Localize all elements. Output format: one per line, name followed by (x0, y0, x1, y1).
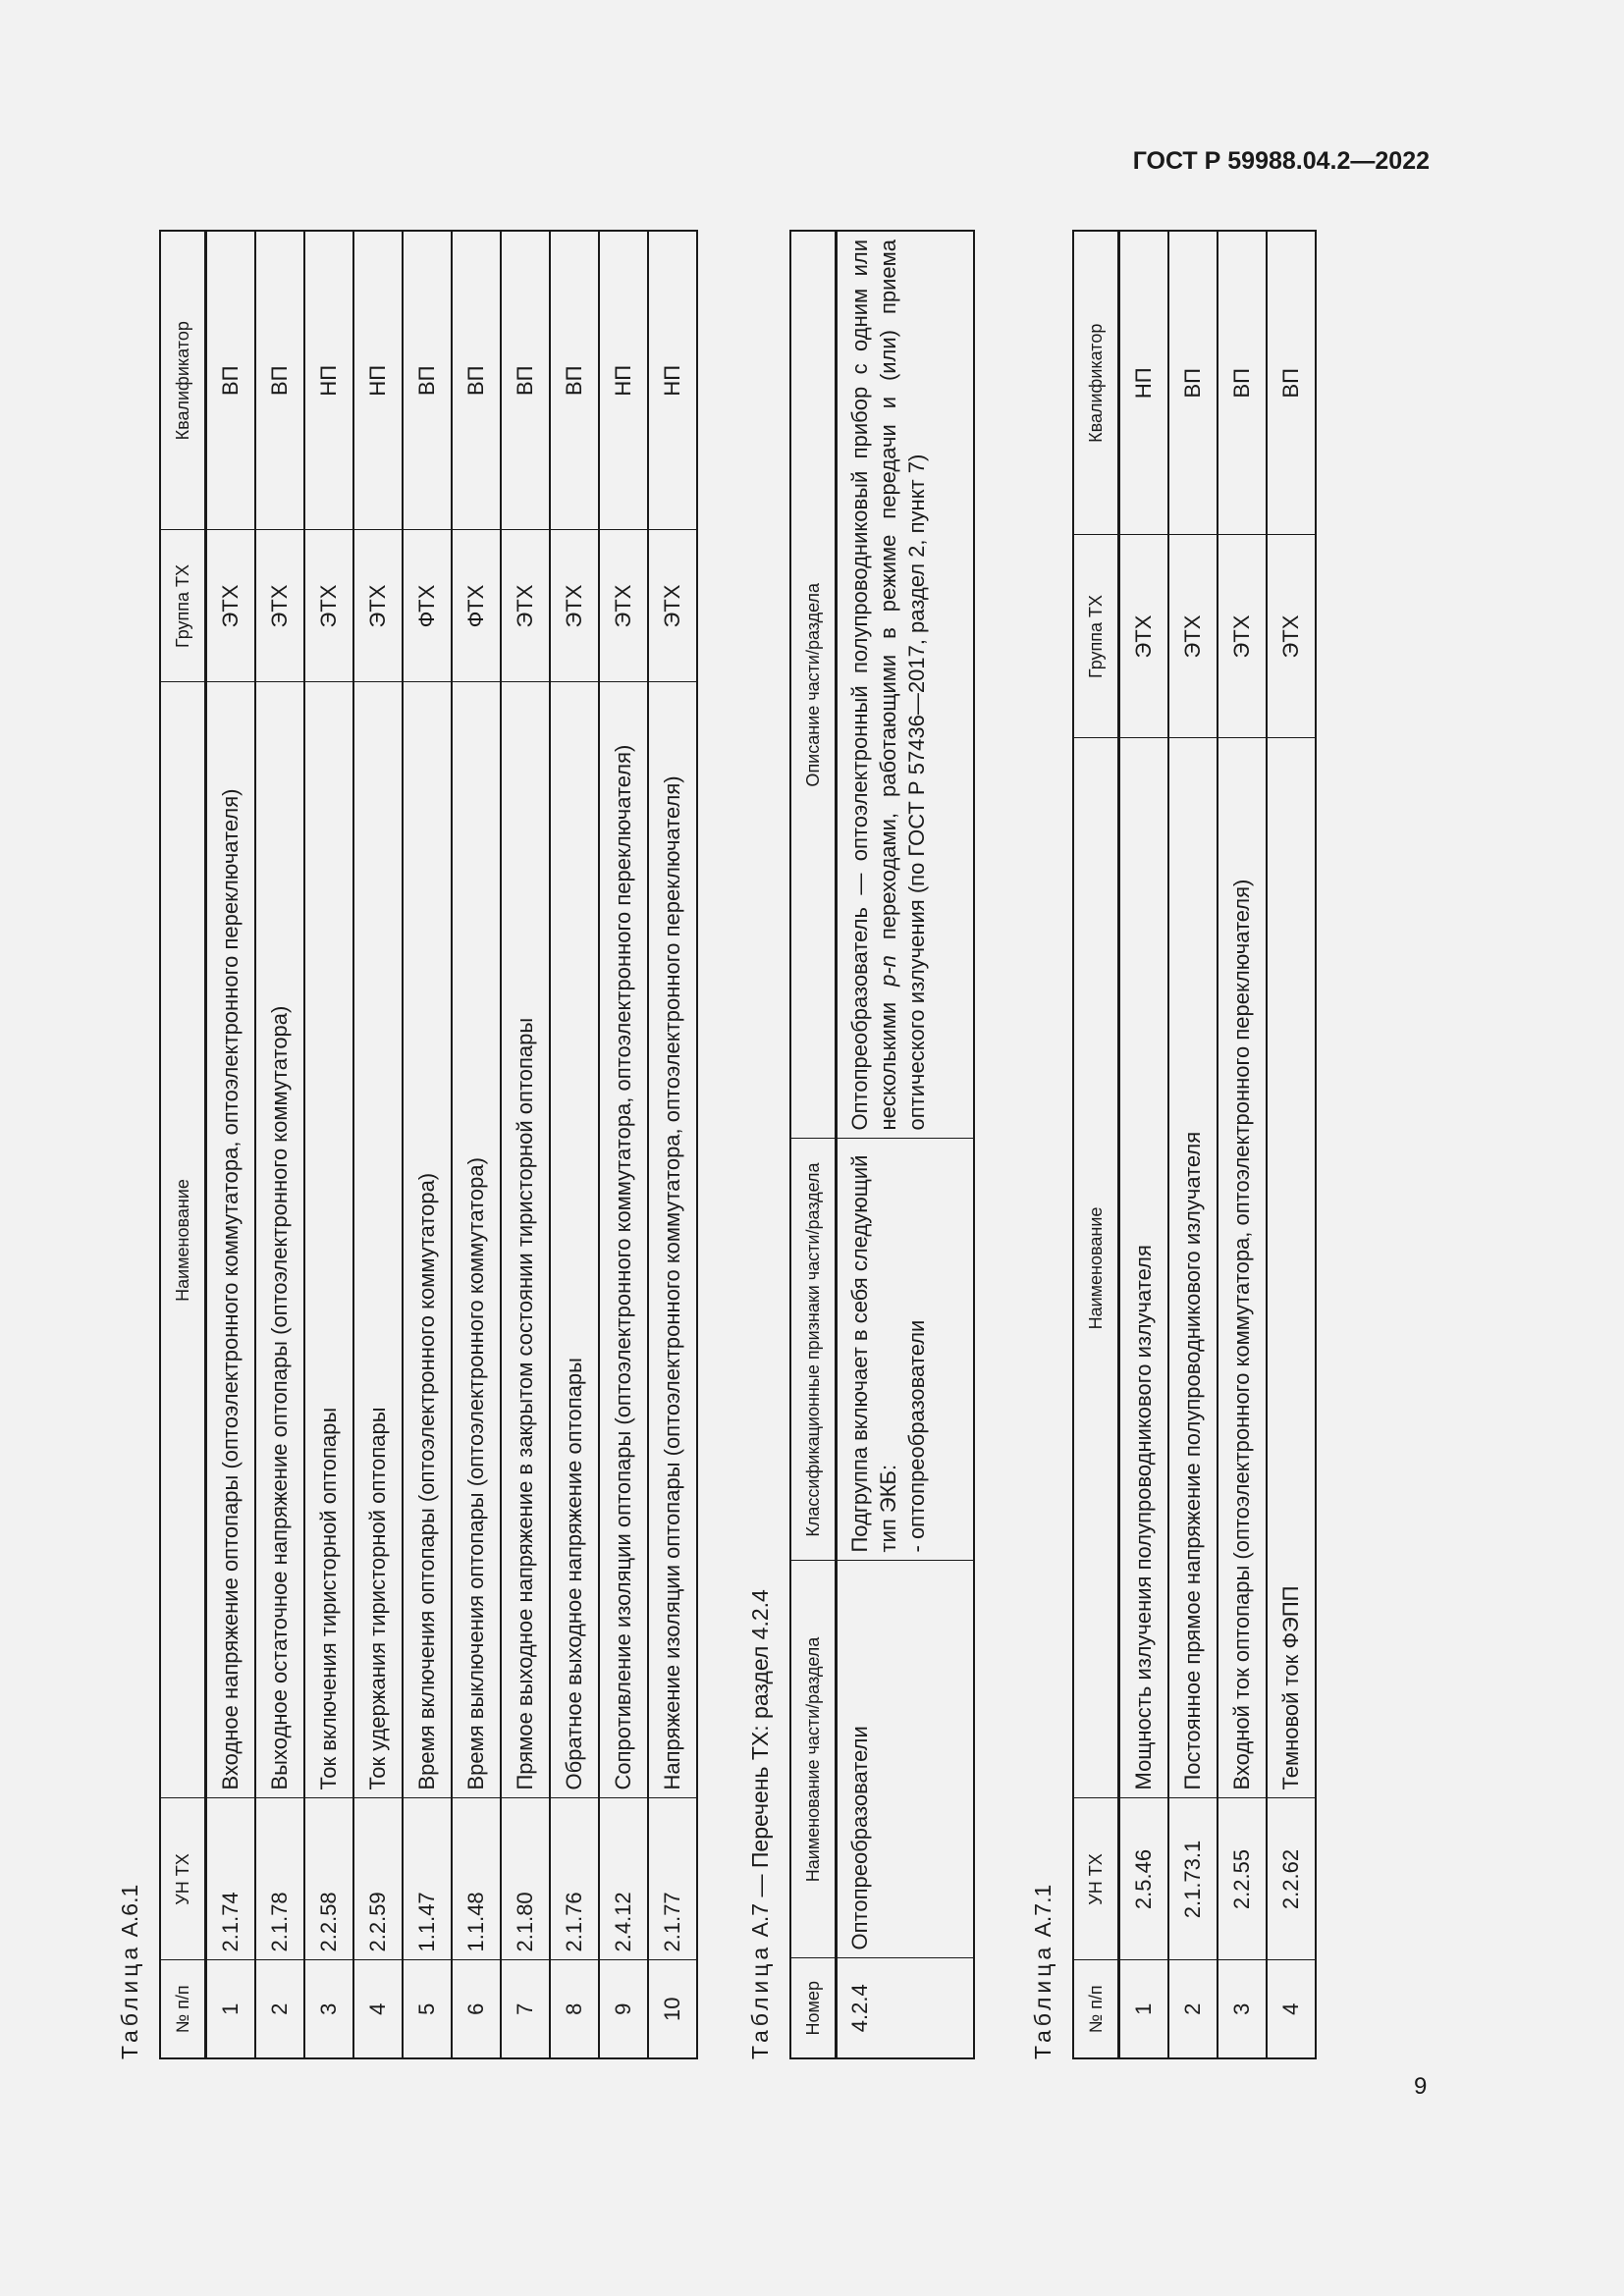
row-group: ЭТХ (1168, 535, 1218, 738)
row-number: 3 (1218, 1960, 1267, 2058)
header-cell: Классификационные признаки части/раздела (790, 1139, 837, 1561)
table-row (403, 231, 452, 2058)
part-number: 4.2.4 (837, 1958, 974, 2058)
table-row (206, 231, 255, 2058)
row-number: 10 (648, 1960, 697, 2058)
row-group: ЭТХ (1119, 535, 1168, 738)
part-name: Оптопреобразователи (837, 1561, 974, 1958)
table-a71-caption (1021, 232, 1072, 2059)
table-row (255, 231, 304, 2058)
row-name: Мощность излучения полупроводникового излучателя (1119, 738, 1168, 1798)
row-name: Обратное выходное напряжение оптопары (550, 682, 599, 1798)
row-qualifier: ВП (403, 231, 452, 530)
header-cell: Описание части/раздела (790, 231, 837, 1139)
caption-id: А.6.1 (117, 1884, 142, 1938)
features-line: Подгруппа включает в себя следующий тип ЭКБ: (847, 1154, 900, 1553)
row-code: 2.2.62 (1267, 1798, 1316, 1960)
row-name: Входное напряжение оптопары (оптоэлектронного коммутатора, оптоэлектронного переключателя) (206, 682, 255, 1798)
row-qualifier: ВП (452, 231, 501, 530)
row-group: ЭТХ (1267, 535, 1316, 738)
row-group: ЭТХ (304, 530, 353, 682)
part-description (837, 231, 974, 1139)
row-qualifier: ВП (1267, 231, 1316, 535)
header-cell: Группа ТХ (160, 530, 206, 682)
row-group: ЭТХ (648, 530, 697, 682)
table-row (599, 231, 648, 2058)
desc-text: переходами, работающими в режиме передачи и (или) приема оптического излучения (по ГОСТ Р 57436—2017, раздел 2, пункт 7) (876, 240, 929, 1131)
row-code: 2.2.55 (1218, 1798, 1267, 1960)
caption-text: А.7 — Перечень ТХ: раздел 4.2.4 (747, 1589, 773, 1938)
table-a71-block (1021, 232, 1317, 2059)
table-a61-caption (108, 232, 159, 2059)
row-number: 9 (599, 1960, 648, 2058)
row-qualifier: НП (304, 231, 353, 530)
row-qualifier: ВП (255, 231, 304, 530)
row-number: 2 (255, 1960, 304, 2058)
row-number: 1 (1119, 1960, 1168, 2058)
row-group: ЭТХ (599, 530, 648, 682)
row-number: 6 (452, 1960, 501, 2058)
row-code: 2.4.12 (599, 1798, 648, 1960)
row-group: ЭТХ (255, 530, 304, 682)
row-number: 5 (403, 1960, 452, 2058)
table-row (648, 231, 697, 2058)
row-name: Выходное остаточное напряжение оптопары (оптоэлектронного коммутатора) (255, 682, 304, 1798)
header-cell: Группа ТХ (1073, 535, 1119, 738)
row-qualifier: ВП (1218, 231, 1267, 535)
row-number: 4 (353, 1960, 403, 2058)
table-row (1168, 231, 1218, 2058)
row-name: Темновой ток ФЭПП (1267, 738, 1316, 1798)
row-name: Напряжение изоляции оптопары (оптоэлектронного коммутатора, оптоэлектронного переключателя) (648, 682, 697, 1798)
table-row (837, 231, 974, 2058)
desc-text: Оптопреобразователь — оптоэлектронный полупроводниковый прибор с одним или несколькими (847, 240, 900, 1131)
row-qualifier: НП (599, 231, 648, 530)
row-name: Время включения оптопары (оптоэлектронного коммутатора) (403, 682, 452, 1798)
row-qualifier: ВП (501, 231, 550, 530)
row-group: ЭТХ (206, 530, 255, 682)
row-code: 2.1.77 (648, 1798, 697, 1960)
table-a61-block (108, 232, 698, 2059)
row-name: Ток включения тиристорной оптопары (304, 682, 353, 1798)
caption-label: Таблица (1030, 1943, 1056, 2059)
row-number: 1 (206, 1960, 255, 2058)
row-code: 2.1.73.1 (1168, 1798, 1218, 1960)
header-cell: Наименование (160, 682, 206, 1798)
row-qualifier: ВП (550, 231, 599, 530)
header-cell: Номер (790, 1958, 837, 2058)
table-row (501, 231, 550, 2058)
row-group: ЭТХ (353, 530, 403, 682)
row-code: 2.1.76 (550, 1798, 599, 1960)
row-name: Сопротивление изоляции оптопары (оптоэлектронного коммутатора, оптоэлектронного переключателя) (599, 682, 648, 1798)
document-code: ГОСТ Р 59988.04.2—2022 (1132, 147, 1430, 175)
header-cell: Квалификатор (1073, 231, 1119, 535)
table-row (1218, 231, 1267, 2058)
row-qualifier: НП (1119, 231, 1168, 535)
row-group: ФТХ (403, 530, 452, 682)
features-line: - оптопреобразователи (904, 1319, 929, 1553)
header-cell: Квалификатор (160, 231, 206, 530)
caption-label: Таблица (117, 1943, 142, 2059)
table-row (304, 231, 353, 2058)
table-a7-caption (738, 232, 789, 2059)
row-qualifier: НП (648, 231, 697, 530)
table-a7-block (738, 232, 975, 2059)
row-number: 2 (1168, 1960, 1218, 2058)
row-code: 2.1.80 (501, 1798, 550, 1960)
header-cell: Наименование части/раздела (790, 1561, 837, 1958)
row-number: 7 (501, 1960, 550, 2058)
header-cell: УН ТХ (1073, 1798, 1119, 1960)
header-cell: № п/п (160, 1960, 206, 2058)
page-number: 9 (1414, 2073, 1428, 2100)
row-code: 1.1.48 (452, 1798, 501, 1960)
row-code: 2.1.74 (206, 1798, 255, 1960)
row-qualifier: НП (353, 231, 403, 530)
table-row (1119, 231, 1168, 2058)
row-code: 2.1.78 (255, 1798, 304, 1960)
row-number: 8 (550, 1960, 599, 2058)
caption-label: Таблица (747, 1943, 773, 2059)
row-group: ЭТХ (501, 530, 550, 682)
row-code: 2.2.58 (304, 1798, 353, 1960)
table-row (1267, 231, 1316, 2058)
header-cell: № п/п (1073, 1960, 1119, 2058)
table-row (353, 231, 403, 2058)
table-a61 (159, 230, 698, 2059)
row-name: Прямое выходное напряжение в закрытом состоянии тиристорной оптопары (501, 682, 550, 1798)
row-qualifier: ВП (206, 231, 255, 530)
table-row (452, 231, 501, 2058)
header-cell: УН ТХ (160, 1798, 206, 1960)
row-name: Время выключения оптопары (оптоэлектронного коммутатора) (452, 682, 501, 1798)
row-group: ЭТХ (1218, 535, 1267, 738)
row-name: Ток удержания тиристорной оптопары (353, 682, 403, 1798)
table-a7 (789, 230, 975, 2059)
row-number: 3 (304, 1960, 353, 2058)
row-number: 4 (1267, 1960, 1316, 2058)
row-code: 2.5.46 (1119, 1798, 1168, 1960)
row-qualifier: ВП (1168, 231, 1218, 535)
caption-id: А.7.1 (1030, 1884, 1056, 1938)
part-features (837, 1139, 974, 1561)
row-group: ЭТХ (550, 530, 599, 682)
table-a71 (1072, 230, 1317, 2059)
row-code: 2.2.59 (353, 1798, 403, 1960)
header-cell: Наименование (1073, 738, 1119, 1798)
row-group: ФТХ (452, 530, 501, 682)
desc-italic: p-n (876, 955, 900, 987)
row-name: Входной ток оптопары (оптоэлектронного коммутатора, оптоэлектронного переключателя) (1218, 738, 1267, 1798)
row-name: Постоянное прямое напряжение полупроводникового излучателя (1168, 738, 1218, 1798)
row-code: 1.1.47 (403, 1798, 452, 1960)
table-row (550, 231, 599, 2058)
